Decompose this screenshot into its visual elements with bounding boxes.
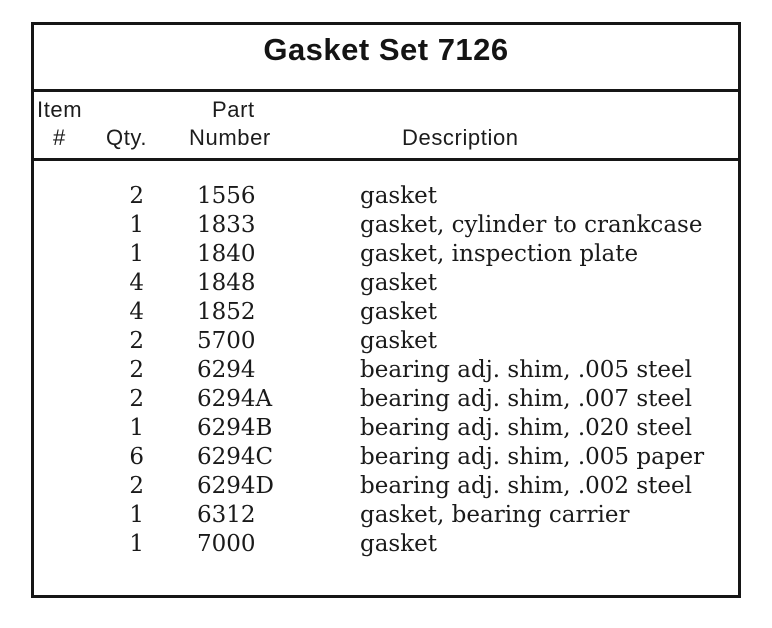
table-row: [34, 298, 738, 327]
part-number-cell: 1852: [197, 299, 256, 325]
table-row: [34, 530, 738, 559]
table-row: [34, 385, 738, 414]
table-row: [34, 501, 738, 530]
description-cell: gasket: [360, 328, 438, 354]
description-cell: gasket, inspection plate: [360, 241, 639, 267]
qty-cell: 1: [129, 212, 144, 238]
part-number-cell: 5700: [197, 328, 256, 354]
table-row: [34, 240, 738, 269]
column-header-item: Item: [37, 97, 83, 122]
qty-cell: 2: [129, 357, 144, 383]
column-header-part-number: Number: [189, 125, 271, 150]
part-number-cell: 7000: [197, 531, 256, 557]
description-cell: bearing adj. shim, .005 steel: [360, 357, 692, 383]
part-number-cell: 6294B: [197, 415, 273, 441]
description-cell: gasket: [360, 270, 438, 296]
part-number-cell: 6294A: [197, 386, 273, 412]
parts-table: [31, 22, 741, 598]
qty-cell: 2: [129, 473, 144, 499]
table-row: [34, 443, 738, 472]
qty-cell: 1: [129, 531, 144, 557]
table-row: [34, 327, 738, 356]
column-header-part: Part: [212, 97, 255, 122]
part-number-cell: 6312: [197, 502, 256, 528]
description-cell: bearing adj. shim, .020 steel: [360, 415, 692, 441]
table-row: [34, 211, 738, 240]
qty-cell: 2: [129, 386, 144, 412]
page-title: Gasket Set 7126: [263, 32, 509, 67]
table-row: [34, 182, 738, 211]
part-number-cell: 1840: [197, 241, 256, 267]
table-row: [34, 356, 738, 385]
table-row: [34, 472, 738, 501]
table-title-band: [34, 25, 738, 92]
part-number-cell: 6294D: [197, 473, 274, 499]
part-number-cell: 6294C: [197, 444, 274, 470]
part-number-cell: 1848: [197, 270, 256, 296]
qty-cell: 1: [129, 415, 144, 441]
qty-cell: 4: [129, 299, 144, 325]
qty-cell: 6: [129, 444, 144, 470]
qty-cell: 1: [129, 502, 144, 528]
description-cell: gasket: [360, 183, 438, 209]
table-row: [34, 414, 738, 443]
table-body: [34, 161, 738, 559]
description-cell: gasket, bearing carrier: [360, 502, 630, 528]
table-row: [34, 269, 738, 298]
column-header-item-number: #: [53, 125, 66, 150]
description-cell: gasket: [360, 531, 438, 557]
qty-cell: 2: [129, 328, 144, 354]
part-number-cell: 1556: [197, 183, 256, 209]
description-cell: gasket: [360, 299, 438, 325]
part-number-cell: 1833: [197, 212, 256, 238]
column-header-description: Description: [402, 125, 519, 150]
description-cell: gasket, cylinder to crankcase: [360, 212, 703, 238]
qty-cell: 4: [129, 270, 144, 296]
part-number-cell: 6294: [197, 357, 256, 383]
description-cell: bearing adj. shim, .002 steel: [360, 473, 692, 499]
qty-cell: 2: [129, 183, 144, 209]
qty-cell: 1: [129, 241, 144, 267]
column-header-qty: Qty.: [106, 125, 148, 150]
description-cell: bearing adj. shim, .005 paper: [360, 444, 705, 470]
column-header-band: [34, 92, 738, 161]
description-cell: bearing adj. shim, .007 steel: [360, 386, 692, 412]
